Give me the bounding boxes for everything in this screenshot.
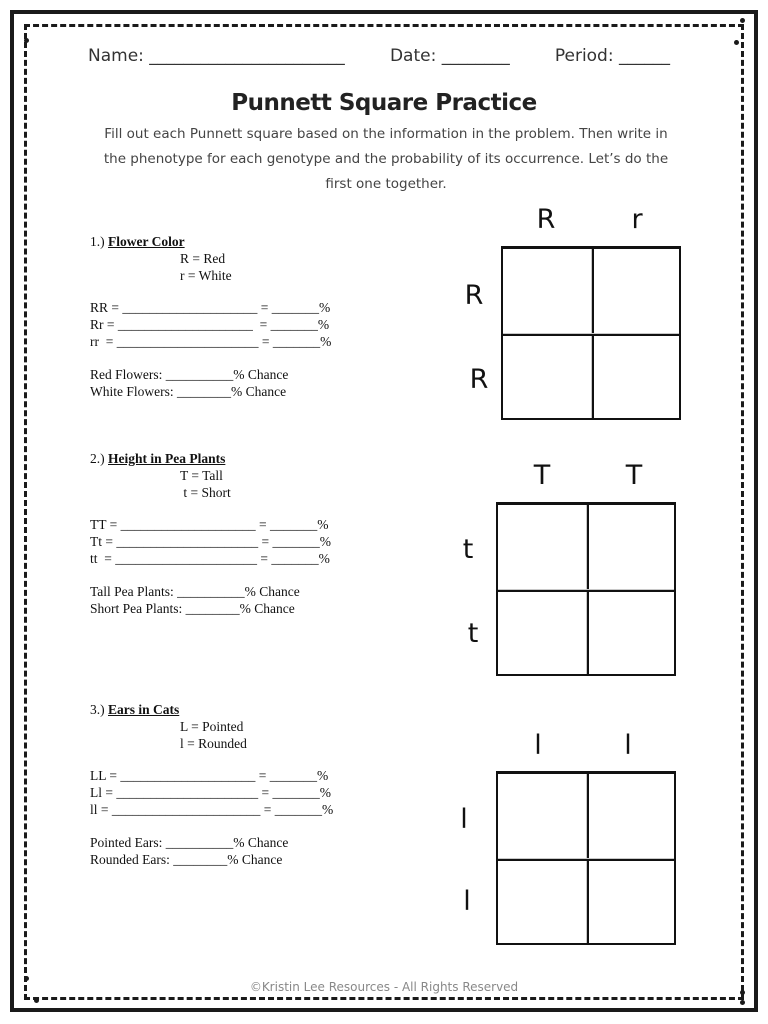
name-field[interactable]: Name: _______________________	[88, 46, 345, 66]
punnett-cell[interactable]	[589, 774, 675, 858]
problem-title: 1.) Flower Color	[90, 234, 185, 249]
corner-dot	[24, 38, 29, 43]
punnett-cell[interactable]	[594, 336, 680, 420]
phenotype-row[interactable]: Tall Pea Plants: __________% Chance	[90, 583, 300, 599]
punnett-cell[interactable]	[503, 249, 591, 333]
punnett-square-2	[496, 502, 676, 676]
corner-dot	[740, 1000, 745, 1005]
copyright-footer: ©Kristin Lee Resources - All Rights Reserved	[249, 980, 519, 994]
punnett-cell[interactable]	[498, 505, 586, 589]
genotype-row[interactable]: RR = ____________________ = _______%	[90, 300, 331, 316]
problem-title: 2.) Height in Pea Plants	[90, 451, 226, 466]
problem-2	[90, 451, 390, 617]
punnett-cell[interactable]	[498, 861, 586, 945]
side-allele-label: t	[467, 618, 479, 649]
problem-1	[90, 234, 390, 400]
worksheet-header	[88, 46, 670, 66]
allele-key: R = Red	[180, 250, 226, 266]
phenotype-row[interactable]: Rounded Ears: ________% Chance	[90, 851, 283, 867]
top-allele-label: R	[536, 204, 556, 235]
allele-key: t = Short	[180, 484, 231, 500]
genotype-row[interactable]: Ll = _____________________ = _______%	[90, 785, 331, 801]
genotype-row[interactable]: Rr = ____________________ = _______%	[90, 317, 330, 333]
top-allele-label: l	[624, 730, 632, 761]
phenotype-row[interactable]: Red Flowers: __________% Chance	[90, 366, 289, 382]
punnett-cell[interactable]	[589, 861, 675, 945]
side-allele-label: R	[469, 364, 489, 395]
phenotype-row[interactable]: Short Pea Plants: ________% Chance	[90, 600, 295, 616]
top-allele-label: T	[625, 460, 643, 491]
phenotype-row[interactable]: Pointed Ears: __________% Chance	[90, 834, 289, 850]
corner-dot	[740, 18, 745, 23]
instructions-text: Fill out each Punnett square based on the information in the problem. Then write in the phenotype for each genotype and the probability of its occurrence. Let’s do the first one together.	[103, 126, 669, 192]
genotype-row[interactable]: ll = ______________________ = _______%	[90, 801, 334, 817]
period-field[interactable]: Period: ______	[554, 46, 670, 66]
punnett-cell[interactable]	[589, 592, 675, 676]
side-allele-label: l	[460, 804, 468, 835]
date-field[interactable]: Date: ________	[389, 46, 510, 66]
punnett-cell[interactable]	[589, 505, 675, 589]
genotype-row[interactable]: LL = ____________________ = _______%	[90, 768, 329, 784]
allele-key: l = Rounded	[180, 735, 247, 751]
top-allele-label: r	[631, 204, 643, 235]
page-title: Punnett Square Practice	[231, 90, 537, 116]
genotype-row[interactable]: tt = _____________________ = _______%	[90, 550, 330, 566]
corner-dot	[734, 40, 739, 45]
allele-key: r = White	[180, 267, 232, 283]
allele-key: L = Pointed	[180, 718, 244, 734]
problem-3	[90, 702, 390, 868]
genotype-row[interactable]: Tt = _____________________ = _______%	[90, 534, 331, 550]
side-allele-label: l	[463, 886, 471, 917]
punnett-cell[interactable]	[594, 249, 680, 333]
genotype-row[interactable]: TT = ____________________ = _______%	[90, 517, 329, 533]
genotype-row[interactable]: rr = _____________________ = _______%	[90, 333, 332, 349]
top-allele-label: l	[534, 730, 542, 761]
punnett-cell[interactable]	[498, 592, 586, 676]
side-allele-label: t	[462, 534, 474, 565]
phenotype-row[interactable]: White Flowers: ________% Chance	[90, 383, 287, 399]
punnett-cell[interactable]	[503, 336, 591, 420]
allele-key: T = Tall	[180, 467, 223, 483]
punnett-square-3	[496, 771, 676, 945]
side-allele-label: R	[464, 280, 484, 311]
punnett-square-1	[501, 246, 681, 420]
punnett-cell[interactable]	[498, 774, 586, 858]
problem-title: 3.) Ears in Cats	[90, 702, 180, 717]
corner-dot	[34, 998, 39, 1003]
top-allele-label: T	[533, 460, 551, 491]
